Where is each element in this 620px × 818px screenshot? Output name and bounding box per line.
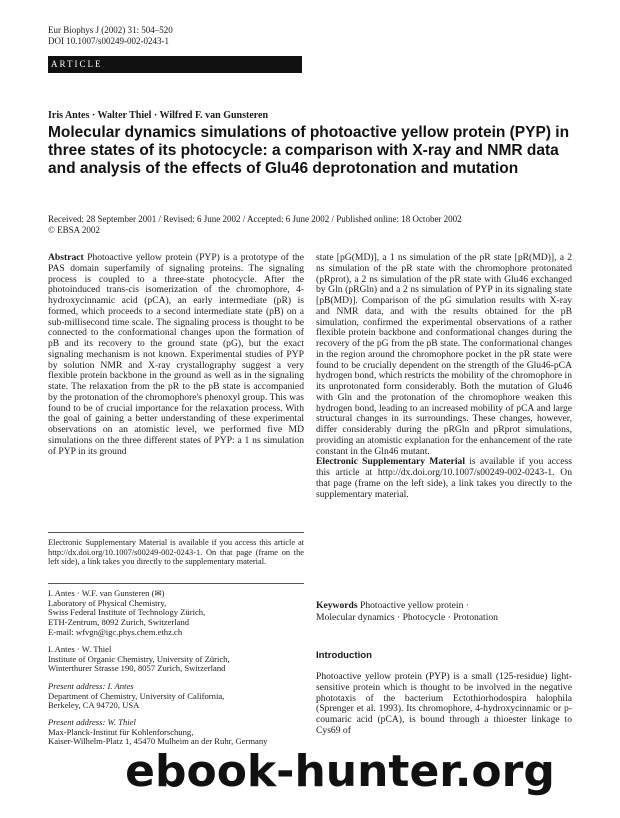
affiliation-email: E-mail: wfvgn@igc.phys.chem.ethz.ch [48, 626, 183, 637]
affiliation-line: Department of Chemistry, University of California, [48, 690, 225, 701]
dates-line: Received: 28 September 2001 / Revised: 6 June 2002 / Accepted: 6 June 2002 / Published online: 18 October 2002 [48, 214, 462, 224]
affiliation-divider [48, 583, 304, 584]
section-label: ARTICLE [51, 59, 103, 69]
affiliation-line: Berkeley, CA 94720, USA [48, 700, 140, 711]
watermark-logo [115, 742, 565, 800]
abstract-right-column [316, 253, 572, 500]
doi-line: DOI 10.1007/s00249-002-0243-1 [48, 36, 169, 46]
journal-header [48, 25, 173, 47]
abstract-label: Abstract [48, 252, 84, 263]
abstract-left-column [48, 253, 304, 457]
author-list: Iris Antes · Walter Thiel · Wilfred F. van Gunsteren [48, 110, 269, 121]
copyright-line: © EBSA 2002 [48, 225, 100, 235]
affiliation-1 [48, 589, 304, 638]
keywords-line-1: Photoactive yellow protein · [359, 600, 469, 611]
abstract-text-right: state [pG(MD)], a 1 ns simulation of the pR state [pR(MD)], a 2 ns simulation of the pR state with the chromophore protonated (pRprot), a 2 ns simulation of the pR state with Glu46 exchanged by Gln (pRGln) and a 2 ns simulation of PYP in its signaling state [pB(MD)]. Comparison of the pG simulation results with X-ray and NMR data, and with the results obtained for the pB simulation, confirmed the experimental observations of a rather flexible protein backbone and conformational changes during the recovery of the pG from the pB state. The conformational changes in the region around the chromophore pocket in the pR state were found to be crucially dependent on the strength of the Glu46-pCA hydrogen bond, which restricts the mobility of the chromophore in its unprotonated form considerably. Both the mutation of Glu46 with Gln and the protonation of the chromophore weaken this hydrogen bond, leading to an increased mobility of pCA and large structural changes in its surroundings. These changes, however, differ considerably during the pRGln and pRprot simulations, providing an atomistic explanation for the enhancement of the rate constant in the Gln46 mutant. [316, 252, 572, 457]
affiliation-line: Present address: W. Thiel [48, 717, 136, 727]
affiliation-3 [48, 682, 304, 711]
affiliation-line: I. Antes · W. Thiel [48, 644, 112, 654]
affiliation-line: I. Antes · W.F. van Gunsteren (✉) [48, 588, 165, 598]
affiliation-line: Laboratory of Physical Chemistry, [48, 597, 167, 608]
esm-text: is available if you access this article at http://dx.doi.org/10.1007/s00249-002-0243-1. On that page (frame on the left side), a link takes you directly to the supplementary material. [316, 456, 572, 500]
affiliation-line: Swiss Federal Institute of Technology Zürich, [48, 607, 206, 618]
affiliation-line: Kaiser-Wilhelm-Platz 1, 45470 Mulheim an der Ruhr, Germany [48, 736, 268, 747]
affiliation-2 [48, 645, 304, 674]
affiliation-line: Institute of Organic Chemistry, University of Zürich, [48, 653, 230, 664]
article-title: Molecular dynamics simulations of photoactive yellow protein (PYP) in three states of its photocycle: a comparison with X-ray and NMR data and analysis of the effects of Glu46 deprotonation and mutation [48, 124, 570, 177]
journal-citation: Eur Biophys J (2002) 31: 504–520 [48, 25, 173, 35]
introduction-heading: Introduction [316, 650, 372, 661]
introduction-text: Photoactive yellow protein (PYP) is a small (125-residue) light-sensitive protein which is thought to be involved in the negative phototaxis of the bacterium Ectothiorhodospira halophila (Sprenger et al. 1993). Its chromophore, 4-hydroxycinnamic or p-coumaric acid (pCA), is bound through a thioester linkage to Cys69 of [316, 671, 572, 736]
footnote-divider [48, 532, 304, 533]
affiliation-line: Winterthurer Strasse 190, 8057 Zurich, Switzerland [48, 663, 226, 674]
received-dates [48, 214, 462, 236]
esm-label: Electronic Supplementary Material [316, 456, 465, 468]
affiliation-line: Present address: I. Antes [48, 681, 134, 691]
watermark-text: ebook-hunter.org [125, 746, 555, 797]
affiliation-line: ETH-Zentrum, 8092 Zurich, Switzerland [48, 617, 190, 628]
abstract-text-left: Photoactive yellow protein (PYP) is a prototype of the PAS domain superfamily of signaling proteins. The signaling process is coupled to a three-state photocycle. After the photoinduced trans-cis isomerization of the chromophore, 4-hydroxycinnamic acid (pCA), an early intermediate (pR) is formed, which proceeds to a second intermediate state (pB) on a sub-millisecond time scale. The signaling process is thought to be connected to the conformational changes upon the formation of pB and its recovery to the ground state (pG), but the exact signaling mechanism is not known. Experimental studies of PYP by solution NMR and X-ray crystallography suggest a very flexible protein backbone in the ground as well as in the signaling state. The relaxation from the pR to the pB state is accompanied by the protonation of the chromophore's phenoxyl group. This was found to be of crucial importance for the relaxation process. With the goal of gaining a better understanding of these experimental observations on an atomistic level, we performed five MD simulations on the three different states of PYP: a 1 ns simulation of PYP in its ground [48, 252, 304, 457]
esm-footnote: Electronic Supplementary Material is available if you access this article at http://dx.doi.org/10.1007/s00249-002-0243-1. On that page (frame on the left side), a link takes you directly to the supplementary material. [48, 538, 304, 567]
keywords-block [316, 600, 572, 624]
keywords-line-2: Molecular dynamics · Photocycle · Protonation [316, 612, 498, 623]
section-bar [48, 56, 302, 73]
affiliation-line: Max-Planck-Institut für Kohlenforschung, [48, 726, 194, 737]
keywords-label: Keywords [316, 600, 358, 611]
